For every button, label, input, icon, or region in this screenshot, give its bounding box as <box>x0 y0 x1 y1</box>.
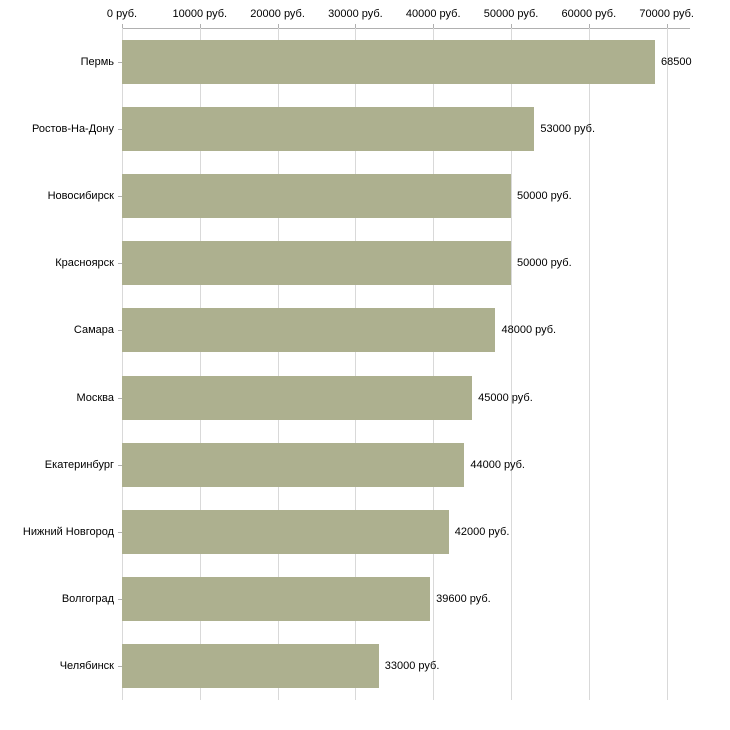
x-tick-label: 70000 руб. <box>639 8 694 20</box>
category-label: Челябинск <box>59 660 114 673</box>
y-tick-mark <box>118 129 122 130</box>
x-tick-label: 20000 руб. <box>250 8 305 20</box>
bar-value-label: 50000 руб. <box>517 257 572 270</box>
x-tick-mark <box>667 24 668 28</box>
bar-row <box>122 40 690 84</box>
bar-row <box>122 174 690 218</box>
bar-value-label: 53000 руб. <box>540 122 595 135</box>
category-label: Волгоград <box>61 593 114 606</box>
bar[interactable] <box>122 376 472 420</box>
plot-area <box>122 28 690 700</box>
bar[interactable] <box>122 241 511 285</box>
bar[interactable] <box>122 644 379 688</box>
bar-value-label: 48000 руб. <box>501 324 557 337</box>
y-tick-mark <box>118 263 122 264</box>
bar-row <box>122 376 690 420</box>
category-label: Пермь <box>80 55 114 68</box>
y-tick-mark <box>118 666 122 667</box>
x-tick-label: 10000 руб. <box>172 8 228 20</box>
x-tick-label: 40000 руб. <box>405 8 461 20</box>
bar[interactable] <box>122 107 534 151</box>
x-tick-mark <box>278 24 279 28</box>
bar-row <box>122 510 690 554</box>
y-tick-mark <box>118 532 122 533</box>
bar-row <box>122 241 690 285</box>
x-tick-mark <box>200 24 201 28</box>
x-tick-label: 0 руб. <box>106 8 138 20</box>
x-tick-label: 50000 руб. <box>483 8 539 20</box>
bar-row <box>122 107 690 151</box>
category-label: Москва <box>76 391 114 404</box>
y-tick-mark <box>118 62 122 63</box>
bar[interactable] <box>122 510 449 554</box>
y-tick-mark <box>118 599 122 600</box>
y-tick-mark <box>118 196 122 197</box>
category-label: Екатеринбург <box>44 458 114 471</box>
bar-value-label: 33000 руб. <box>384 660 440 673</box>
bar[interactable] <box>122 308 495 352</box>
y-tick-mark <box>118 330 122 331</box>
y-tick-mark <box>118 465 122 466</box>
bar[interactable] <box>122 174 511 218</box>
category-label: Красноярск <box>55 257 114 270</box>
bar-row <box>122 577 690 621</box>
bar-row <box>122 308 690 352</box>
x-tick-label: 60000 руб. <box>561 8 617 20</box>
x-tick-mark <box>511 24 512 28</box>
category-label: Нижний Новгород <box>22 526 114 538</box>
bar-value-label: 44000 руб. <box>470 458 525 471</box>
bar-row <box>122 443 690 487</box>
category-label: Самара <box>73 324 114 337</box>
x-tick-mark <box>433 24 434 28</box>
x-tick-label: 30000 руб. <box>328 8 383 20</box>
bar-value-label: 45000 руб. <box>478 391 533 404</box>
bar-value-label: 50000 руб. <box>517 190 572 202</box>
bar[interactable] <box>122 577 430 621</box>
category-label: Ростов-На-Дону <box>31 122 114 135</box>
bar-row <box>122 644 690 688</box>
category-label: Новосибирск <box>47 190 114 202</box>
x-tick-mark <box>589 24 590 28</box>
x-tick-mark <box>355 24 356 28</box>
bar[interactable] <box>122 40 655 84</box>
bar[interactable] <box>122 443 464 487</box>
bar-value-label: 42000 руб. <box>454 526 510 538</box>
bar-value-label: 68500 <box>660 55 692 68</box>
y-tick-mark <box>118 398 122 399</box>
x-tick-mark <box>122 24 123 28</box>
bar-value-label: 39600 руб. <box>436 593 491 606</box>
